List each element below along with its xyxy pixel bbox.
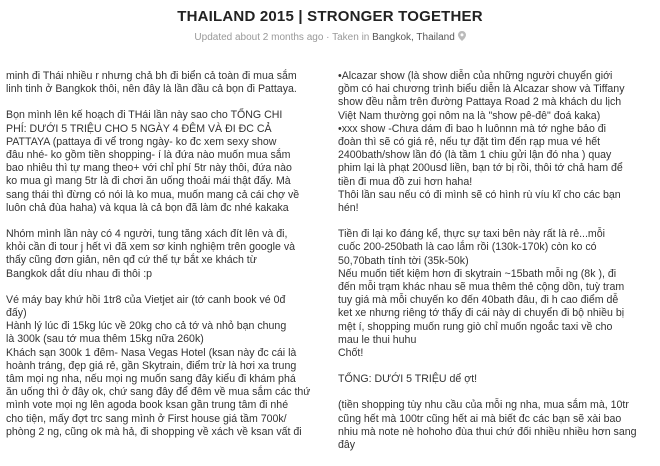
- paragraph: minh đi Thái nhiều r nhưng chả bh đi biển cả toàn đi mua sắm linh tinh ở Bangkok thôi, nên đây là lần đầu cả bọn đi Pattaya.: [6, 70, 297, 96]
- paragraph: Tiền đi lại ko đáng kể, thực sự taxi bên này rất là rẻ...mỗi cuốc 200-250bath là cao lắm rồi (130k-170k) còn ko có 50,70bath tính tời (35k-50k) Nếu muốn tiết kiệm hơn đi skytrain ~15bath mỗi ng (8k ), đi đến mỗi trạm khác nhau sẽ mua thêm thẻ cộng dồn, tuỳ tram tuy giá mà mỗi chuyến ko đến 40bath đâu, đi h cao điểm dễ ket xe nhưng riêng tớ thấy đi cái này di chuyển đi bộ nhiều bị mệt í, shopping muốn rung giò chỉ muốn ngoắc taxi về cho mau le thui huhu Chốt!: [338, 228, 625, 360]
- meta-separator: ·: [323, 32, 333, 43]
- paragraph: Nhóm mình lần này có 4 người, tung tăng xách đít lên và đi, khỏi cần đi tour j hết vì đã xem sơ kinh nghiệm trên google và thấy cũng đơn giản, nên qđ cứ thế tự bắt xe khách từ Bangkok dắt díu nhau đi thôi :p: [6, 228, 296, 280]
- paragraph: Vé máy bay khứ hồi 1tr8 của Vietjet air (tớ canh book vé 0đ đấy) Hành lý lúc đi 15kg lúc về 20kg cho cả tớ và nhỏ bạn chung là 300k (sau tớ mua thêm 15kg nữa 260k) Khách sạn 300k 1 đêm- Nasa Vegas Hotel (ksan này đc cái là hoành tráng, đẹp giá rẻ, gần Skytrain, điểm trừ là hơi xa trung tâm mọi ng nha, nếu mọi ng muốn sang đây kiểu đi khám phá ăn uống thì ở đây ok, chứ sang đây để đêm về mua sắm các thứ mình vote mọi ng lên agoda book ksan gần trung tâm đi nhé cho tiện, mấy đợt trc sang mình ở First house giá tầm 700k/ phòng 2 ng, cũng ok mà hả, đi shopping về xách về ksan vất đi: [6, 293, 311, 438]
- post-meta: [0, 31, 660, 43]
- location-link[interactable]: Bangkok, Thailand: [372, 32, 455, 43]
- location-pin-icon[interactable]: [458, 31, 466, 41]
- post-title: THAILAND 2015 | STRONGER TOGETHER: [177, 8, 483, 25]
- paragraph: •Alcazar show (là show diễn của những người chuyển giới gồm có hai chương trình biểu diễn là Alcazar show và Tiffany show đều nằm trên đường Pattaya Road 2 mà khách du lịch Việt Nam thường gọi nôm na là "show pê-đê" đoá kaka) •xxx show -Chưa dám đi bao h luônnn mà tớ nghe bảo đi đoàn thì sẽ có giá rẻ, nếu tự đặt tìm đến rạp mua vé hết 2400bath/show lần đó (là tầm 1 chiu gửi lận đó nha ) quay phim lại là phạt 200usd liền, bạn tớ bị rồi, thôi tớ chả ham để tiền đi mua đồ zui hơn haha! Thôi lần sau nếu có đi mình sẽ có hình rù víu kĩ cho các bạn hén!: [338, 70, 625, 215]
- updated-time: Updated about 2 months ago: [194, 32, 324, 43]
- paragraph: (tiền shopping tùy nhu cầu của mỗi ng nha, mua sắm mà, 10tr cũng hết mà 100tr cũng hết ai mà biết đc các bạn sẽ xài bao nhiu mà note nè hohoho đùa thui chứ đối nhiều nhiều hơn sang đây: [338, 399, 637, 452]
- taken-in-label: Taken in: [332, 32, 373, 43]
- paragraph: TỔNG: DƯỚI 5 TRIỆU dể ợt!: [338, 373, 478, 386]
- right-column: [338, 70, 656, 465]
- paragraph: Bọn mình lên kế hoạch đi THái lần này sao cho TỔNG CHI PHÍ: DƯỚI 5 TRIỆU CHO 5 NGÀY 4 ĐÊM VÀ ĐI ĐC CẢ PATTAYA (pattaya đi vể trong ngày- ko đc xem sexy show đâu nhé- ko gồm tiền shopping- í là đứa nào muốn mua sắm bao nhiêu thì tự mang theo+ với chỉ phí 5tr này thôi, đứa nào ko mua gì mang 5tr là đi chơi ăn uống thoải mái thật đấy. Mà sang thái thì đừng có nói là ko mua, muốn mang cả cái chợ về luôn chả đùa haha) và kqua là cả bọn đã làm đc nhé kakaka: [6, 109, 300, 214]
- left-column: [6, 70, 318, 452]
